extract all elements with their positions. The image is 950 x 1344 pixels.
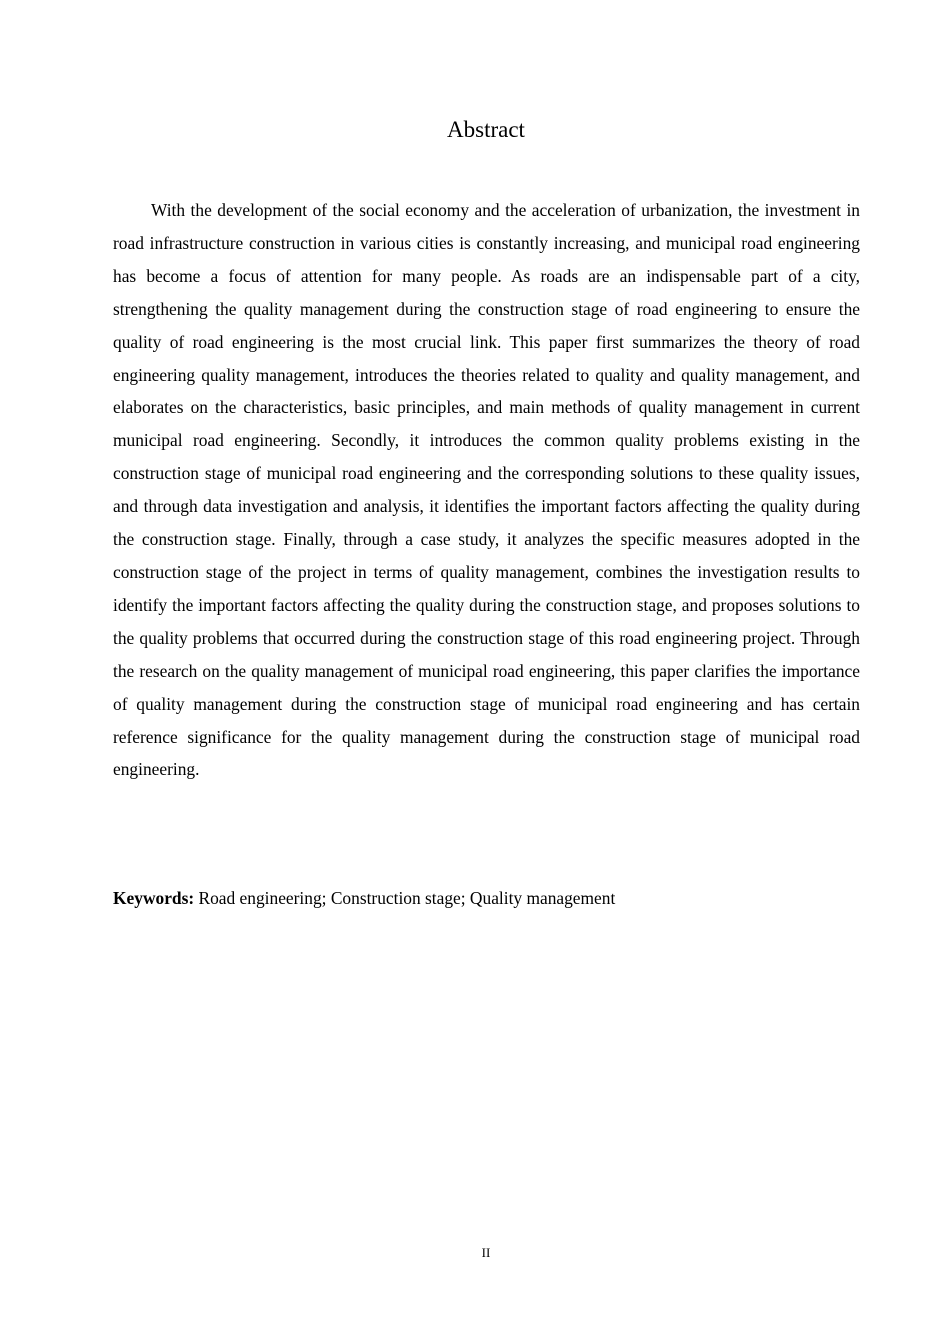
keywords-text: Road engineering; Construction stage; Quality management bbox=[194, 888, 616, 908]
keywords-line bbox=[113, 882, 615, 914]
abstract-body: With the development of the social economy and the acceleration of urbanization, the investment in road infrastructure construction in various cities is constantly increasing, and municipal road engineering has become a focus of attention for many people. As roads are an indispensable part of a city, strengthening the quality management during the construction stage of road engineering to ensure the quality of road engineering is the most crucial link. This paper first summarizes the theory of road engineering quality management, introduces the theories related to quality and quality management, and elaborates on the characteristics, basic principles, and main methods of quality management in current municipal road engineering. Secondly, it introduces the common quality problems existing in the construction stage of municipal road engineering and the corresponding solutions to these quality issues, and through data investigation and analysis, it identifies the important factors affecting the quality during the construction stage. Finally, through a case study, it analyzes the specific measures adopted in the construction stage of the project in terms of quality management, combines the investigation results to identify the important factors affecting the quality during the construction stage, and proposes solutions to the quality problems that occurred during the construction stage of this road engineering project. Through the research on the quality management of municipal road engineering, this paper clarifies the importance of quality management during the construction stage of municipal road engineering and has certain reference significance for the quality management during the construction stage of municipal road engineering. bbox=[113, 200, 860, 780]
abstract-title: Abstract bbox=[447, 117, 525, 142]
page-number: II bbox=[481, 1245, 491, 1260]
keywords-label: Keywords: bbox=[113, 888, 195, 908]
